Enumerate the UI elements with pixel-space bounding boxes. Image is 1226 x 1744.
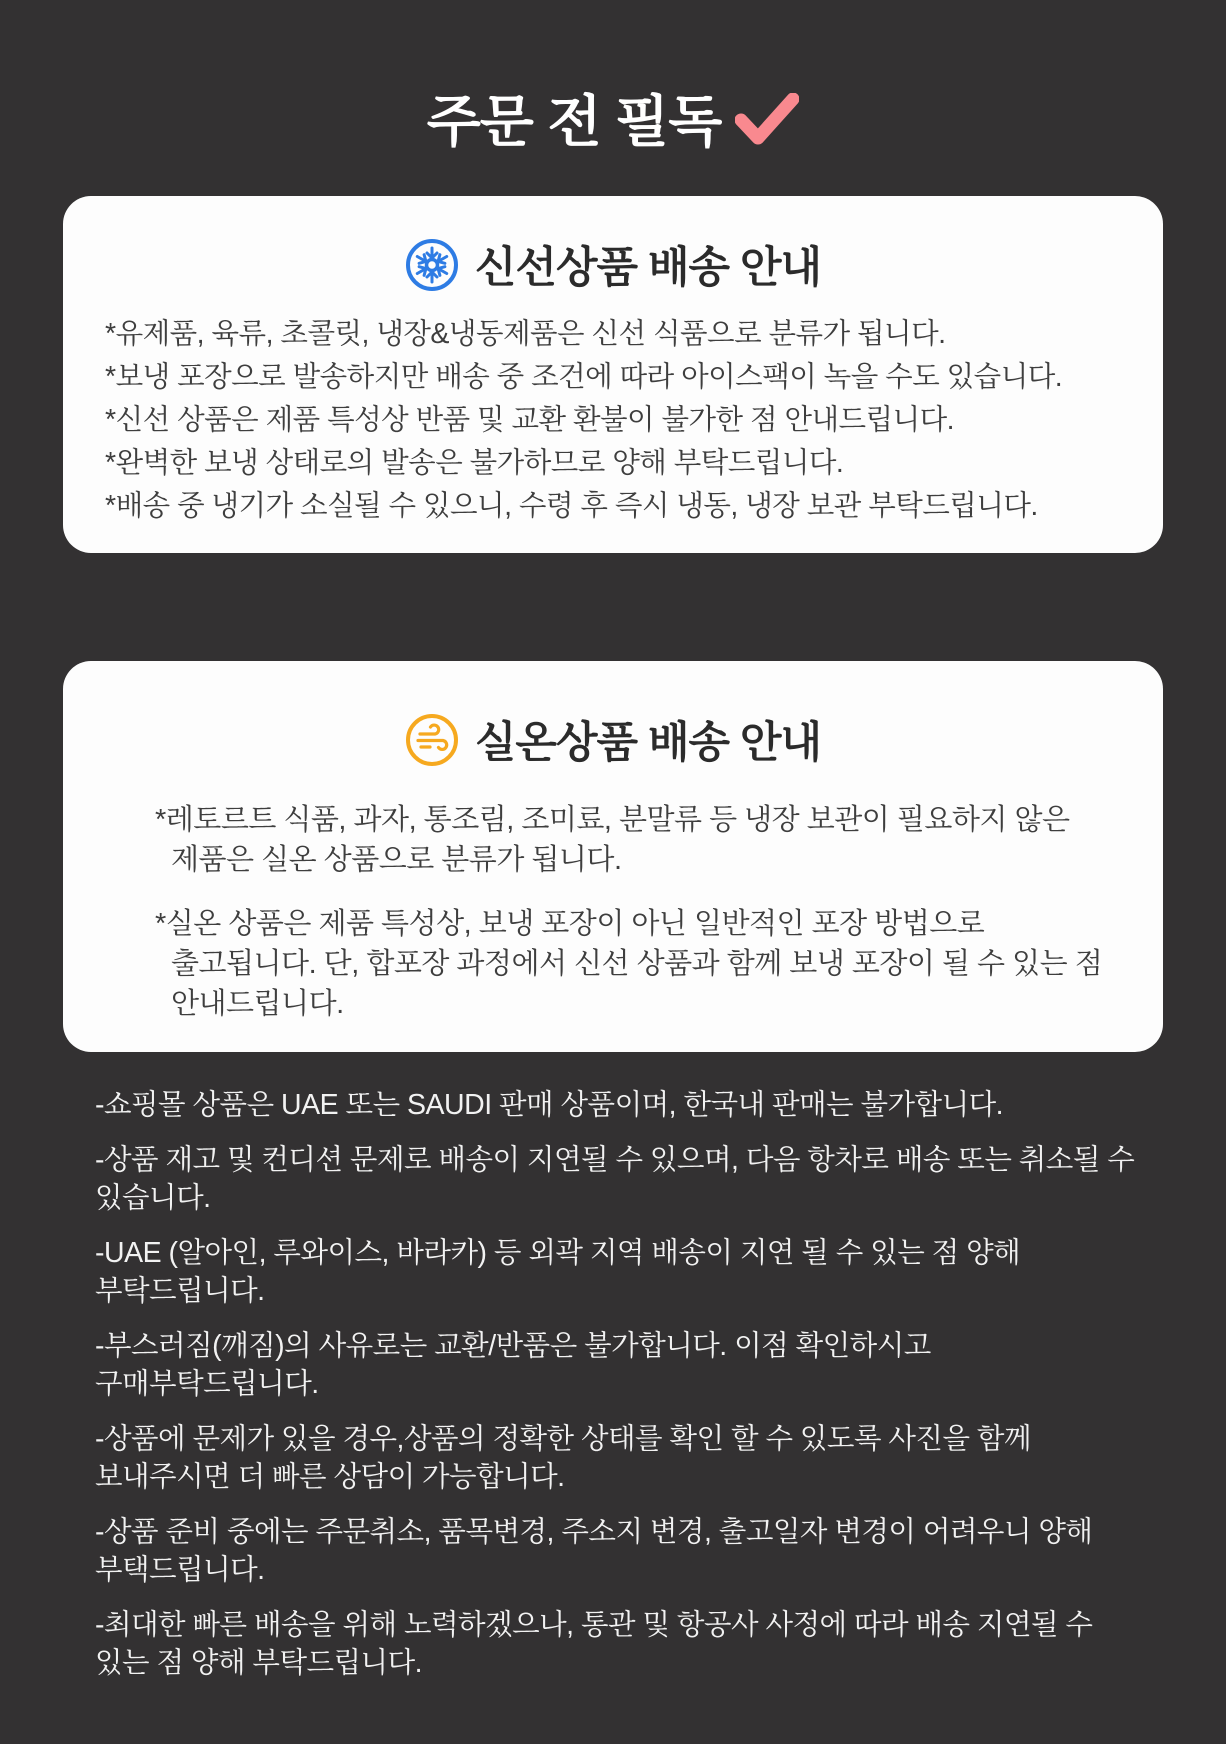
wind-icon [405,713,459,767]
room-temp-products-card [63,661,1163,1052]
note-item: -UAE (알아인, 루와이스, 바라카) 등 외곽 지역 배송이 지연 될 수 있는 점 양해 부탁드립니다. [95,1237,1021,1307]
note-item: -쇼핑몰 상품은 UAE 또는 SAUDI 판매 상품이며, 한국내 판매는 불가합니다. [95,1089,1004,1121]
check-icon [735,93,799,150]
fresh-card-title: 신선상품 배송 안내 [474,244,822,292]
general-notes [95,1086,1140,1682]
room-card-header [63,709,1163,770]
page-title-row [0,78,1226,158]
page-title: 주문 전 필독 [426,90,722,153]
note-item: -상품에 문제가 있을 경우,상품의 정확한 상태를 확인 할 수 있도록 사진을 함께 보내주시면 더 빠른 상담이 가능합니다. [95,1423,1031,1493]
room-card-title: 실온상품 배송 안내 [474,719,822,767]
snowflake-icon [405,238,459,292]
fresh-card-list [63,319,1163,522]
note-item: -상품 준비 중에는 주문취소, 품목변경, 주소지 변경, 출고일자 변경이 어려우니 양해 부택드립니다. [95,1516,1093,1586]
fresh-list-item: *배송 중 냉기가 소실될 수 있으니, 수령 후 즉시 냉동, 냉장 보관 부탁드립니다. [105,490,1038,522]
note-item: -최대한 빠른 배송을 위해 노력하겠으나, 통관 및 항공사 사정에 따라 배송 지연될 수 있는 점 양해 부탁드립니다. [95,1609,1093,1679]
fresh-list-item: *신선 상품은 제품 특성상 반품 및 교환 환불이 불가한 점 안내드립니다. [105,404,955,436]
room-list-item: *레토르트 식품, 과자, 통조림, 조미료, 분말류 등 냉장 보관이 필요하지 않은 제품은 실온 상품으로 분류가 됩니다. [155,804,1070,876]
room-card-list [63,800,1163,1024]
fresh-card-header [63,234,1163,295]
fresh-list-item: *보냉 포장으로 발송하지만 배송 중 조건에 따라 아이스팩이 녹을 수도 있습니다. [105,361,1063,393]
room-list-item: *실온 상품은 제품 특성상, 보냉 포장이 아닌 일반적인 포장 방법으로 출고됩니다. 단, 합포장 과정에서 신선 상품과 함께 보냉 포장이 될 수 있는 점 안내드립니다. [155,908,1103,1020]
fresh-list-item: *유제품, 육류, 초콜릿, 냉장&냉동제품은 신선 식품으로 분류가 됩니다. [105,318,946,350]
fresh-list-item: *완벽한 보냉 상태로의 발송은 불가하므로 양해 부탁드립니다. [105,447,844,479]
note-item: -상품 재고 및 컨디션 문제로 배송이 지연될 수 있으며, 다음 항차로 배송 또는 취소될 수 있습니다. [95,1144,1135,1214]
fresh-products-card [63,196,1163,553]
note-item: -부스러짐(깨짐)의 사유로는 교환/반품은 불가합니다. 이점 확인하시고 구매부탁드립니다. [95,1330,931,1400]
